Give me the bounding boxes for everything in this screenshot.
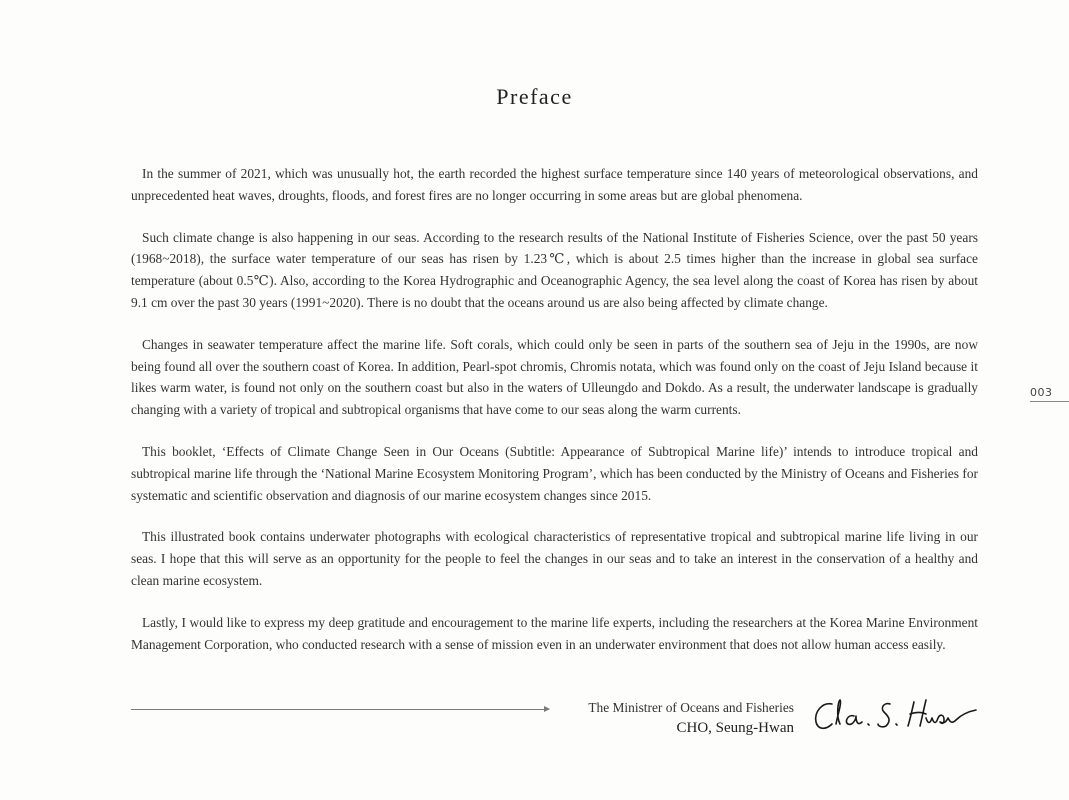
paragraph: Changes in seawater temperature affect the marine life. Soft corals, which could only be seen in parts of the southern sea of Jeju in the 1990s, are now being found all over the southern coast of Korea. In addition, Pearl-spot chromis, Chromis notata, which was found only on the coast of Jeju Island because it likes warm water, is found not only on the southern coast but also in the waters of Ulleungdo and Dokdo. As a result, the underwater landscape is gradually changing with a variety of tropical and subtropical organisms that have come to our seas along the warm currents. bbox=[131, 336, 978, 418]
paragraph: Such climate change is also happening in our seas. According to the research results of the National Institute of Fisheries Science, over the past 50 years (1968~2018), the surface water temperature of our seas has risen by 1.23℃, which is about 2.5 times higher than the increase in global sea surface temperature (about 0.5℃). Also, according to the Korea Hydrographic and Oceanographic Agency, the sea level along the coast of Korea has risen by about 9.1 cm over the past 30 years (1991~2020). There is no doubt that the oceans around us are also being affected by climate change. bbox=[131, 229, 978, 310]
signer-name: CHO, Seung-Hwan bbox=[676, 720, 794, 736]
signer-block bbox=[560, 698, 794, 738]
signer-title: The Ministrer of Oceans and Fisheries bbox=[588, 700, 794, 715]
handwritten-signature bbox=[810, 690, 980, 740]
page-number: 003 bbox=[1030, 386, 1053, 399]
paragraph: This booklet, ‘Effects of Climate Change Seen in Our Oceans (Subtitle: Appearance of Subtropical Marine life)’ intends to introduce tropical and subtropical marine life through the ‘National Marine Ecosystem Monitoring Program’, which has been conducted by the Ministry of Oceans and Fisheries for systematic and scientific observation and diagnosis of our marine ecosystem changes since 2015. bbox=[131, 443, 978, 503]
paragraph: Lastly, I would like to express my deep gratitude and encouragement to the marine life experts, including the researchers at the Korea Marine Environment Management Corporation, who conducted research with a sense of mission even in an underwater environment that does not allow human access easily. bbox=[131, 614, 978, 652]
signature-rule bbox=[131, 709, 549, 710]
paragraph: This illustrated book contains underwater photographs with ecological characteristics of representative tropical and subtropical marine life living in our seas. I hope that this will serve as an opportunity for the people to feel the changes in our seas and to take an interest in the conservation of a healthy and clean marine ecosystem. bbox=[131, 529, 978, 588]
page-title: Preface bbox=[496, 84, 573, 109]
preface-body bbox=[131, 163, 978, 675]
page-number-rule bbox=[1030, 401, 1069, 402]
paragraph: In the summer of 2021, which was unusually hot, the earth recorded the highest surface temperature since 140 years of meteorological observations, and unprecedented heat waves, droughts, floods, and forest fires are no longer occurring in some areas but are global phenomena. bbox=[131, 166, 978, 203]
signature-rule-arrow bbox=[544, 706, 550, 712]
